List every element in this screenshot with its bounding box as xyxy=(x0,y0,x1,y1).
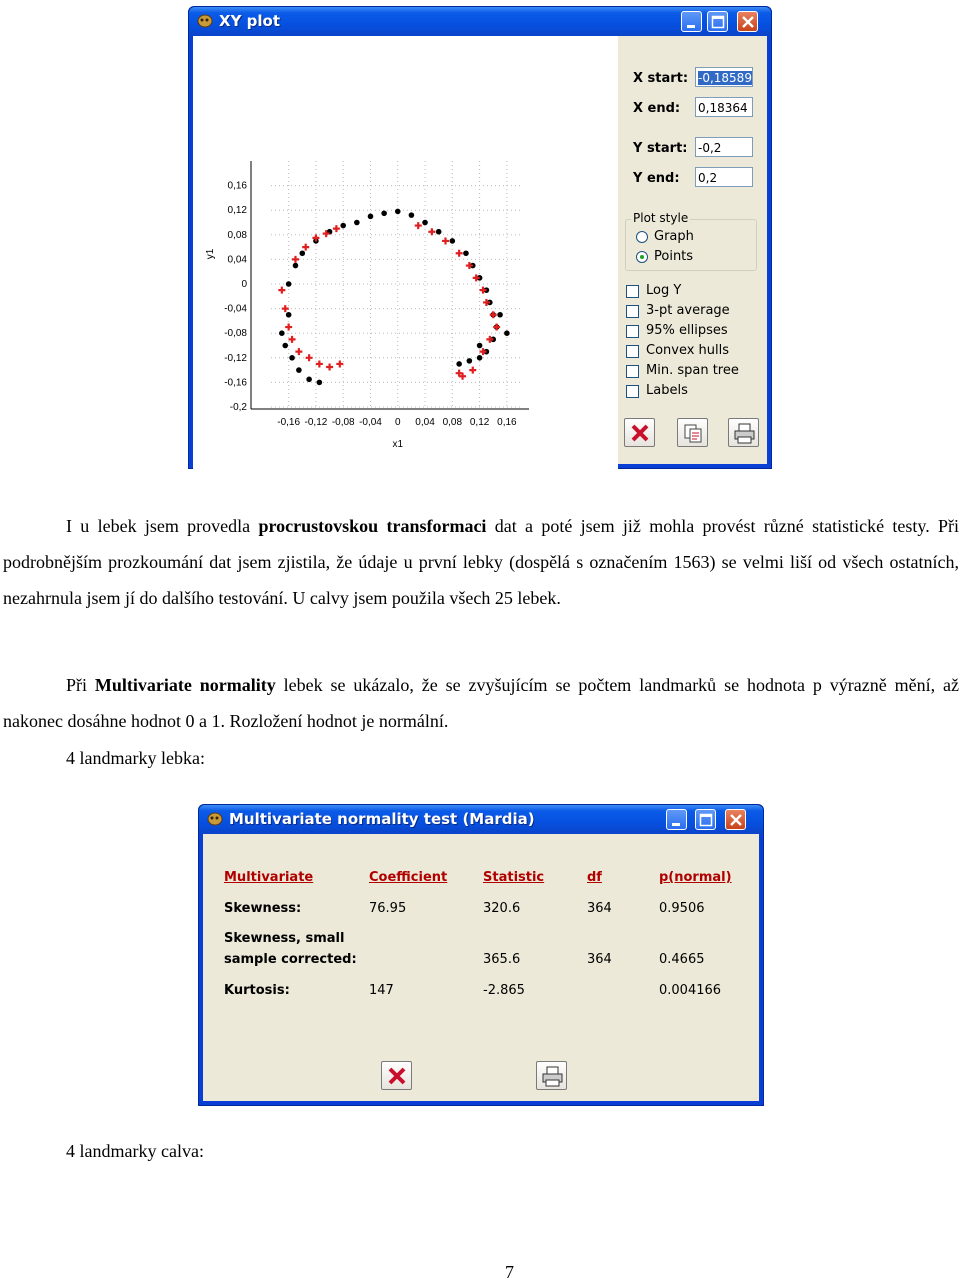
x-start-label: X start: xyxy=(633,71,689,86)
para2-text-end: lebek se ukázalo, že se zvyšujícím se počtem landmarků se hodnota p výrazně mění, až nakonec dosáhne hodnot 0 a 1. Rozložení hodnot je normální. xyxy=(3,675,959,731)
close-window-button[interactable] xyxy=(725,809,746,830)
data-point-red-cross xyxy=(295,348,302,355)
data-point-red-cross xyxy=(278,287,285,294)
x-axis-label: x1 xyxy=(392,439,404,450)
data-point-black-dot xyxy=(422,220,428,226)
y-tick-label: -0,2 xyxy=(229,402,247,413)
caption-landmarky-calva: 4 landmarky calva: xyxy=(66,1141,204,1161)
row-kurtosis-statistic: -2.865 xyxy=(483,983,525,998)
data-point-red-cross xyxy=(292,256,299,263)
close-icon xyxy=(726,810,747,831)
mardia-window xyxy=(198,804,764,1106)
x-tick-label: -0,08 xyxy=(331,417,355,428)
xy-scatter-chart xyxy=(193,36,618,469)
x-end-field[interactable]: 0,18364 xyxy=(695,97,753,117)
data-point-black-dot xyxy=(409,212,415,218)
print-plot-button[interactable] xyxy=(728,418,759,447)
data-point-red-cross xyxy=(493,324,500,331)
xy-plot-window xyxy=(188,6,772,469)
data-point-red-cross xyxy=(442,237,449,244)
convex-hulls-checkbox[interactable] xyxy=(626,345,639,358)
mardia-client xyxy=(203,834,759,1101)
y-end-field[interactable]: 0,2 xyxy=(695,167,753,187)
x-tick-label: -0,04 xyxy=(359,417,382,428)
header-statistic: Statistic xyxy=(483,870,545,885)
header-multivariate: Multivariate xyxy=(224,870,314,885)
y-axis-label: y1 xyxy=(205,248,216,260)
row-skewness-label: Skewness: xyxy=(224,901,302,916)
y-tick-label: 0,16 xyxy=(227,180,247,192)
data-point-black-dot xyxy=(354,220,360,226)
maximize-icon xyxy=(708,12,729,33)
row-skewness-p: 0.9506 xyxy=(659,901,705,916)
data-point-red-cross xyxy=(415,222,422,229)
row-skewness-small-label2: sample corrected: xyxy=(224,952,357,967)
data-point-red-cross xyxy=(285,324,292,331)
labels-label: Labels xyxy=(646,383,688,398)
plot-style-graph-label: Graph xyxy=(654,229,694,244)
data-point-red-cross xyxy=(490,311,497,318)
data-point-black-dot xyxy=(286,312,292,318)
page-number: 7 xyxy=(505,1262,514,1282)
header-coefficient: Coefficient xyxy=(369,870,448,885)
close-window-button[interactable] xyxy=(737,11,758,32)
data-point-red-cross xyxy=(282,305,289,312)
row-skewness-small-label: Skewness, small xyxy=(224,931,345,946)
close-icon xyxy=(382,1062,413,1091)
mardia-titlebar[interactable] xyxy=(199,805,763,834)
plot-style-legend: Plot style xyxy=(633,211,689,225)
row-skewness-small-df: 364 xyxy=(587,952,612,967)
data-point-black-dot xyxy=(456,361,462,367)
xy-plot-titlebar[interactable] xyxy=(189,7,771,36)
mardia-title: Multivariate normality test (Mardia) xyxy=(229,810,535,828)
data-point-black-dot xyxy=(286,281,292,287)
data-point-black-dot xyxy=(282,343,288,349)
data-point-black-dot xyxy=(368,214,374,220)
plot-style-graph-radio[interactable] xyxy=(636,231,648,243)
para1-bold-term: procrustovskou transformaci xyxy=(258,516,487,536)
data-point-red-cross xyxy=(302,244,309,251)
data-point-red-cross xyxy=(469,367,476,374)
data-point-black-dot xyxy=(504,330,510,336)
print-icon xyxy=(729,419,760,448)
labels-checkbox[interactable] xyxy=(626,385,639,398)
ellipses-checkbox[interactable] xyxy=(626,325,639,338)
data-point-red-cross xyxy=(316,360,323,367)
header-p-normal: p(normal) xyxy=(659,870,732,885)
minimize-button[interactable] xyxy=(681,11,702,32)
data-point-black-dot xyxy=(299,250,305,256)
row-skewness-small-p: 0.4665 xyxy=(659,952,705,967)
close-plot-button[interactable] xyxy=(624,418,655,447)
data-point-black-dot xyxy=(477,343,483,349)
app-skull-icon xyxy=(197,14,213,28)
min-span-tree-label: Min. span tree xyxy=(646,363,739,378)
plot-area xyxy=(193,36,618,469)
convex-hulls-label: Convex hulls xyxy=(646,343,730,358)
y-tick-label: 0,12 xyxy=(227,205,247,217)
app-skull-icon xyxy=(207,812,223,826)
y-start-label: Y start: xyxy=(633,141,688,156)
close-icon xyxy=(625,419,656,448)
print-mardia-button[interactable] xyxy=(536,1061,567,1090)
xy-plot-client xyxy=(193,36,767,464)
y-tick-label: 0 xyxy=(241,279,247,290)
data-point-black-dot xyxy=(296,367,302,373)
y-start-field[interactable]: -0,2 xyxy=(695,137,753,157)
data-point-black-dot xyxy=(279,330,285,336)
data-point-black-dot xyxy=(317,380,323,386)
min-span-tree-checkbox[interactable] xyxy=(626,365,639,378)
maximize-icon xyxy=(696,810,717,831)
print-icon xyxy=(537,1062,568,1091)
x-tick-label: 0,04 xyxy=(415,417,435,428)
x-tick-label: -0,16 xyxy=(277,417,301,428)
y-tick-label: 0,08 xyxy=(227,229,247,241)
data-point-red-cross xyxy=(428,228,435,235)
row-skewness-small-statistic: 365.6 xyxy=(483,952,521,967)
paragraph-multivariate xyxy=(3,667,959,739)
maximize-button[interactable] xyxy=(695,809,716,830)
data-point-black-dot xyxy=(497,312,503,318)
x-end-label: X end: xyxy=(633,101,681,116)
minimize-icon xyxy=(667,810,688,831)
plot-style-points-radio[interactable] xyxy=(636,251,648,263)
y-tick-label: -0,08 xyxy=(224,328,247,340)
three-pt-average-label: 3-pt average xyxy=(646,303,730,318)
copy-icon xyxy=(678,419,709,448)
data-point-black-dot xyxy=(450,238,456,244)
header-df: df xyxy=(587,870,602,885)
xy-plot-title: XY plot xyxy=(219,12,281,30)
data-point-red-cross xyxy=(336,360,343,367)
data-point-black-dot xyxy=(381,210,387,216)
minimize-icon xyxy=(682,12,703,33)
y-tick-label: 0,04 xyxy=(227,254,247,266)
data-point-red-cross xyxy=(289,336,296,343)
data-point-red-cross xyxy=(456,250,463,257)
close-mardia-button[interactable] xyxy=(381,1061,412,1090)
paragraph-procrustes xyxy=(3,508,959,616)
x-tick-label: 0,08 xyxy=(442,417,463,428)
x-tick-label: 0,12 xyxy=(469,417,490,428)
log-y-checkbox[interactable] xyxy=(626,285,639,298)
row-skewness-coefficient: 76.95 xyxy=(369,901,407,916)
row-kurtosis-coefficient: 147 xyxy=(369,983,394,998)
data-point-black-dot xyxy=(436,229,442,235)
row-skewness-statistic: 320.6 xyxy=(483,901,521,916)
data-point-black-dot xyxy=(395,209,401,215)
data-point-black-dot xyxy=(293,263,299,269)
data-point-black-dot xyxy=(289,355,295,361)
data-point-red-cross xyxy=(306,354,313,361)
y-tick-label: -0,04 xyxy=(224,303,247,315)
y-end-label: Y end: xyxy=(633,171,680,186)
data-point-black-dot xyxy=(340,223,346,229)
row-skewness-df: 364 xyxy=(587,901,612,916)
para1-text-end: dat a poté jsem již mohla provést různé statistické testy. Při podrobnějším prozkoumání dat jsem zjistila, že údaje u první lebky (dospělá s označením 1563) se velmi liší od všech ostatních, nezahrnula jsem jí do dalšího testování. U calvy jsem použila všech 25 lebek. xyxy=(3,516,959,608)
log-y-label: Log Y xyxy=(646,283,682,298)
data-point-black-dot xyxy=(306,377,312,383)
para2-text-start: Při xyxy=(66,675,95,695)
x-tick-label: 0 xyxy=(394,417,401,428)
data-point-black-dot xyxy=(463,250,469,256)
row-kurtosis-p: 0.004166 xyxy=(659,983,722,998)
y-tick-label: -0,12 xyxy=(224,352,247,364)
maximize-button[interactable] xyxy=(707,11,728,32)
data-point-black-dot xyxy=(467,358,473,364)
three-pt-average-checkbox[interactable] xyxy=(626,305,639,318)
para2-bold-term: Multivariate normality xyxy=(94,675,276,695)
plot-style-points-label: Points xyxy=(654,249,694,264)
row-kurtosis-label: Kurtosis: xyxy=(224,983,290,998)
minimize-button[interactable] xyxy=(666,809,687,830)
data-point-red-cross xyxy=(333,225,340,232)
caption-landmarky-lebka: 4 landmarky lebka: xyxy=(66,748,205,768)
data-point-black-dot xyxy=(477,355,483,361)
ellipses-label: 95% ellipses xyxy=(646,323,728,338)
data-point-red-cross xyxy=(326,364,333,371)
y-tick-label: -0,16 xyxy=(224,377,247,389)
x-start-field[interactable]: -0,18589 xyxy=(695,67,753,87)
para1-text-start: I u lebek jsem provedla xyxy=(66,516,259,536)
x-tick-label: 0,16 xyxy=(497,417,517,428)
close-icon xyxy=(738,12,759,33)
copy-plot-button[interactable] xyxy=(677,418,708,447)
x-tick-label: -0,12 xyxy=(304,417,328,428)
